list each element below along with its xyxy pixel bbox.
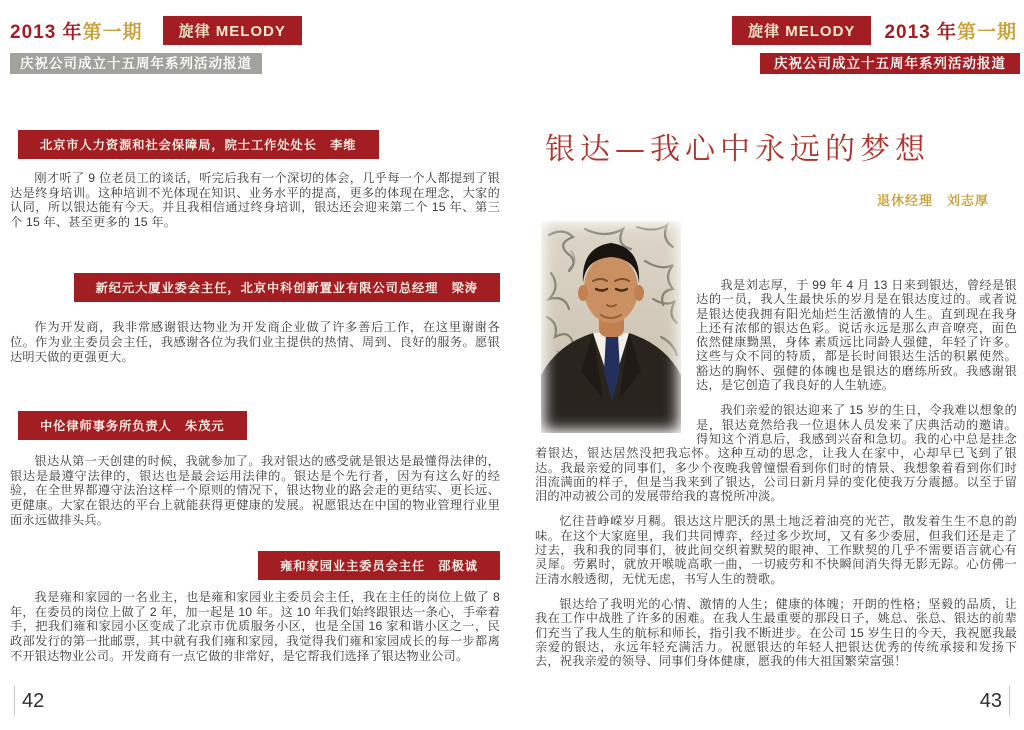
issue-number: 第一期 (956, 22, 1017, 43)
brand-banner: 旋律 MELODY (732, 16, 871, 45)
article-paragraph: 我们亲爱的银达迎来了 15 岁的生日，令我难以想象的是，银达竟然给我一位退休人员发来了庆典活动的邀请。得知这个消息后，我感到兴奋和急切。我的心中总是挂念着银达，银达居然没把我忘怀。这种互动的思念，让我人在家中，心却早已飞到了银达。我最亲爱的同事们，多少个夜晚我曾憧憬看到你们时的情景、我想象着看到你们时泪流满面的样子，但是当我来到了银达，公司日新月异的变化使我万分震撼。以至于留泪的冲动被公司的发展带给我的喜悦所冲淡。 (535, 403, 1017, 504)
article-title: 银达—我心中永远的梦想 (545, 132, 930, 167)
issue-year: 2013 年 (884, 22, 957, 43)
series-banner: 庆祝公司成立十五周年系列活动报道 (10, 53, 262, 74)
portrait-photo-illustration (541, 221, 681, 433)
brand-banner: 旋律 MELODY (163, 16, 302, 45)
portrait-photo (541, 221, 681, 433)
speech-paragraph: 我是雍和家园的一名业主，也是雍和家园业主委员会主任，我在主任的岗位上做了 8 年，在委员的岗位上做了 2 年，加一起是 10 年。这 10 年我们始终跟银达一条心，手牵着手，把我们雍和家园小区变成了北京市优质服务小区，也是全国 16 家和谐小区之一，民政部发行的第一批邮票，其中就有我们雍和家园，我觉得我们雍和家园成长的每一步都离不开银达物业公司。开发商有一点它做的非常好，是它帮我们选择了银达物业公司。 (10, 590, 500, 663)
speech-paragraph: 刚才听了 9 位老员工的谈话，听完后我有一个深切的体会，几乎每一个人都提到了银达是终身培训。这种培训不光体现在知识、业务水平的提高，更多的体现在理念，大家的认同，所以银达能有今天。并且我相信通过终身培训，银达还会迎来第二个 15 年、第三个 15 年、甚至更多的 15 年。 (10, 171, 500, 229)
speaker-banner: 新纪元大厦业委会主任，北京中科创新置业有限公司总经理 梁涛 (74, 273, 500, 302)
page-right (535, 0, 1017, 668)
issue-label (10, 17, 143, 44)
page-number-left: 42 (14, 686, 44, 716)
article-paragraph: 我是刘志厚，于 99 年 4 月 13 日来到银达，曾经是银达的一员，我人生最快乐的岁月是在银达度过的。或者说是银达使我拥有阳光灿烂生活激情的人生。直到现在我身上还有浓郁的银达色彩。说话永远是那么声音嘹亮，面色依然健康黝黑，身体 素质远比同龄人强健，年轻了许多。这些与众不同的特质，都是长时间银达生活的积累使然。豁达的胸怀、强健的体魄也是银达的磨练所致。我感谢银达，是它创造了我良好的人生轨迹。 (696, 278, 1017, 393)
speaker-banner: 北京市人力资源和社会保障局，院士工作处处长 李维 (18, 130, 379, 159)
article-byline: 退休经理 刘志厚 (876, 193, 989, 208)
speech-paragraph: 银达从第一天创建的时候，我就参加了。我对银达的感受就是银达是最懂得法律的，银达是最遵守法律的，银达也是最会运用法律的。银达是个先行者，因为有这么好的经验，在全世界都遵守法治这样一个原则的情况下，银达物业的路会走的更结实、更长远、更健康。大家在银达的平台上就能获得更健康的发展。祝愿银达在中国的物业管理行业里面永远做排头兵。 (10, 454, 500, 527)
issue-label (884, 17, 1017, 44)
article-paragraph: 银达给了我明光的心情、激情的人生；健康的体魄；开朗的性格；坚毅的品质，让我在工作中战胜了许多的困难。在我人生最重要的那段日子，姚总、张总、银达的前辈们充当了我人生的航标和师长，指引我不断进步。在公司 15 岁生日的今天，我祝愿我最亲爱的银达，永远年轻充满活力。祝愿银达的年轻人把银达优秀的传统承接和发扬下去，祝我亲爱的领导、同事们身体健康，愿我的伟大祖国繁荣富强！ (535, 596, 1017, 669)
speaker-banner: 中伦律师事务所负责人 朱茂元 (18, 411, 247, 440)
page-number-right: 43 (980, 686, 1010, 716)
issue-number: 第一期 (82, 22, 143, 43)
masthead-left (10, 16, 500, 45)
article-body (535, 221, 1017, 668)
speaker-banner: 雍和家园业主委员会主任 邵极诚 (258, 551, 500, 580)
issue-year: 2013 年 (10, 22, 83, 43)
speech-paragraph: 作为开发商，我非常感谢银达物业为开发商企业做了许多善后工作，在这里谢谢各位。作为业主委员会主任，我感谢各位为我们业主提供的热情、周到、良好的服务。愿银达明天做的更强更大。 (10, 320, 500, 364)
series-banner: 庆祝公司成立十五周年系列活动报道 (760, 53, 1020, 74)
article-paragraph: 忆往昔峥嵘岁月稠。银达这片肥沃的黑土地泛着油亮的光芒，散发着生生不息的韵味。在这个大家庭里，我们共同博弈，经过多少坎坷，又有多少委屈，但我们还是走了过去，我和我的同事们，彼此间交织着默契的眼神、工作默契的几乎不需要语言就心有灵犀。劳累时，就放开喉咙高歌一曲，一切疲劳和不快瞬间消失得无影无踪。心仿佛一汪清水般透彻，无忧无虑，书写人生的赞歌。 (535, 514, 1017, 586)
page-left (10, 0, 500, 663)
masthead-right (535, 16, 1017, 45)
